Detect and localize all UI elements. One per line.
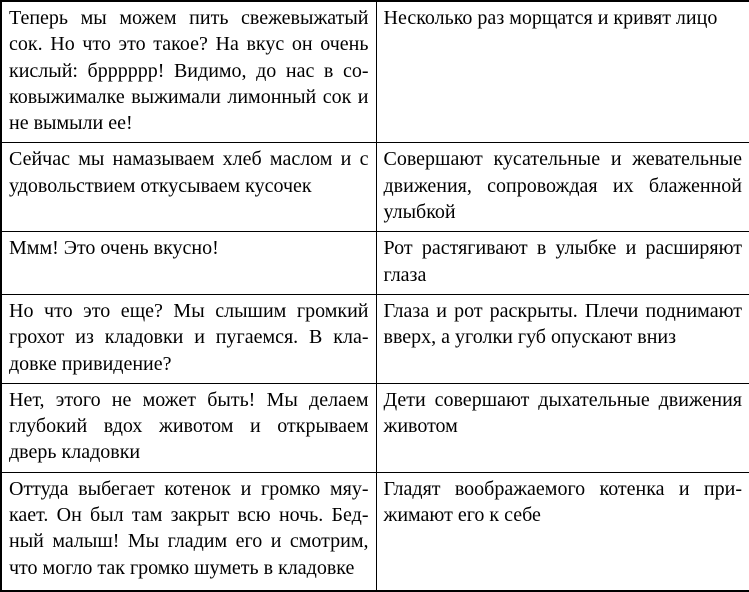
- cell-scenario: Нет, этого не может быть! Мы делаем глубокий вдох животом и открываем дверь кладовки: [1, 383, 376, 472]
- cell-movements: Гладят воображаемого котенка и прижимают его к себе: [376, 472, 749, 591]
- cell-movements: Рот растягивают в улыбке и расширяют глаза: [376, 232, 749, 295]
- cell-movements: Глаза и рот раскрыты. Плечи поднимают вверх, а уголки губ опускают вниз: [376, 294, 749, 383]
- cell-scenario: Теперь мы можем пить свежевыжатый сок. Но что это такое? На вкус он очень кислый: брррррр! Видимо, до нас в соковыжималке выжимали лимонный сок и не вымыли ее!: [1, 1, 376, 143]
- cell-scenario: Оттуда выбегает котенок и громко мяукает. Он был там закрыт всю ночь. Бедный малыш! Мы гладим его и смотрим, что могло так громко шуметь в кладовке: [1, 472, 376, 591]
- cell-scenario: Но что это еще? Мы слышим громкий грохот из кладовки и пугаемся. В кладовке привидение?: [1, 294, 376, 383]
- table-row: [1, 232, 749, 295]
- table-row: [1, 383, 749, 472]
- cell-scenario: Ммм! Это очень вкусно!: [1, 232, 376, 295]
- cell-scenario: Сейчас мы намазываем хлеб маслом и с удовольствием откусываем кусочек: [1, 143, 376, 232]
- table-row: [1, 143, 749, 232]
- cell-movements: Несколько раз морщатся и кривят лицо: [376, 1, 749, 143]
- table-row: [1, 1, 749, 143]
- cell-movements: Совершают кусательные и жевательные движения, сопровождая их блаженной улыбкой: [376, 143, 749, 232]
- table-row: [1, 294, 749, 383]
- cell-movements: Дети совершают дыхательные движения животом: [376, 383, 749, 472]
- table-row: [1, 472, 749, 591]
